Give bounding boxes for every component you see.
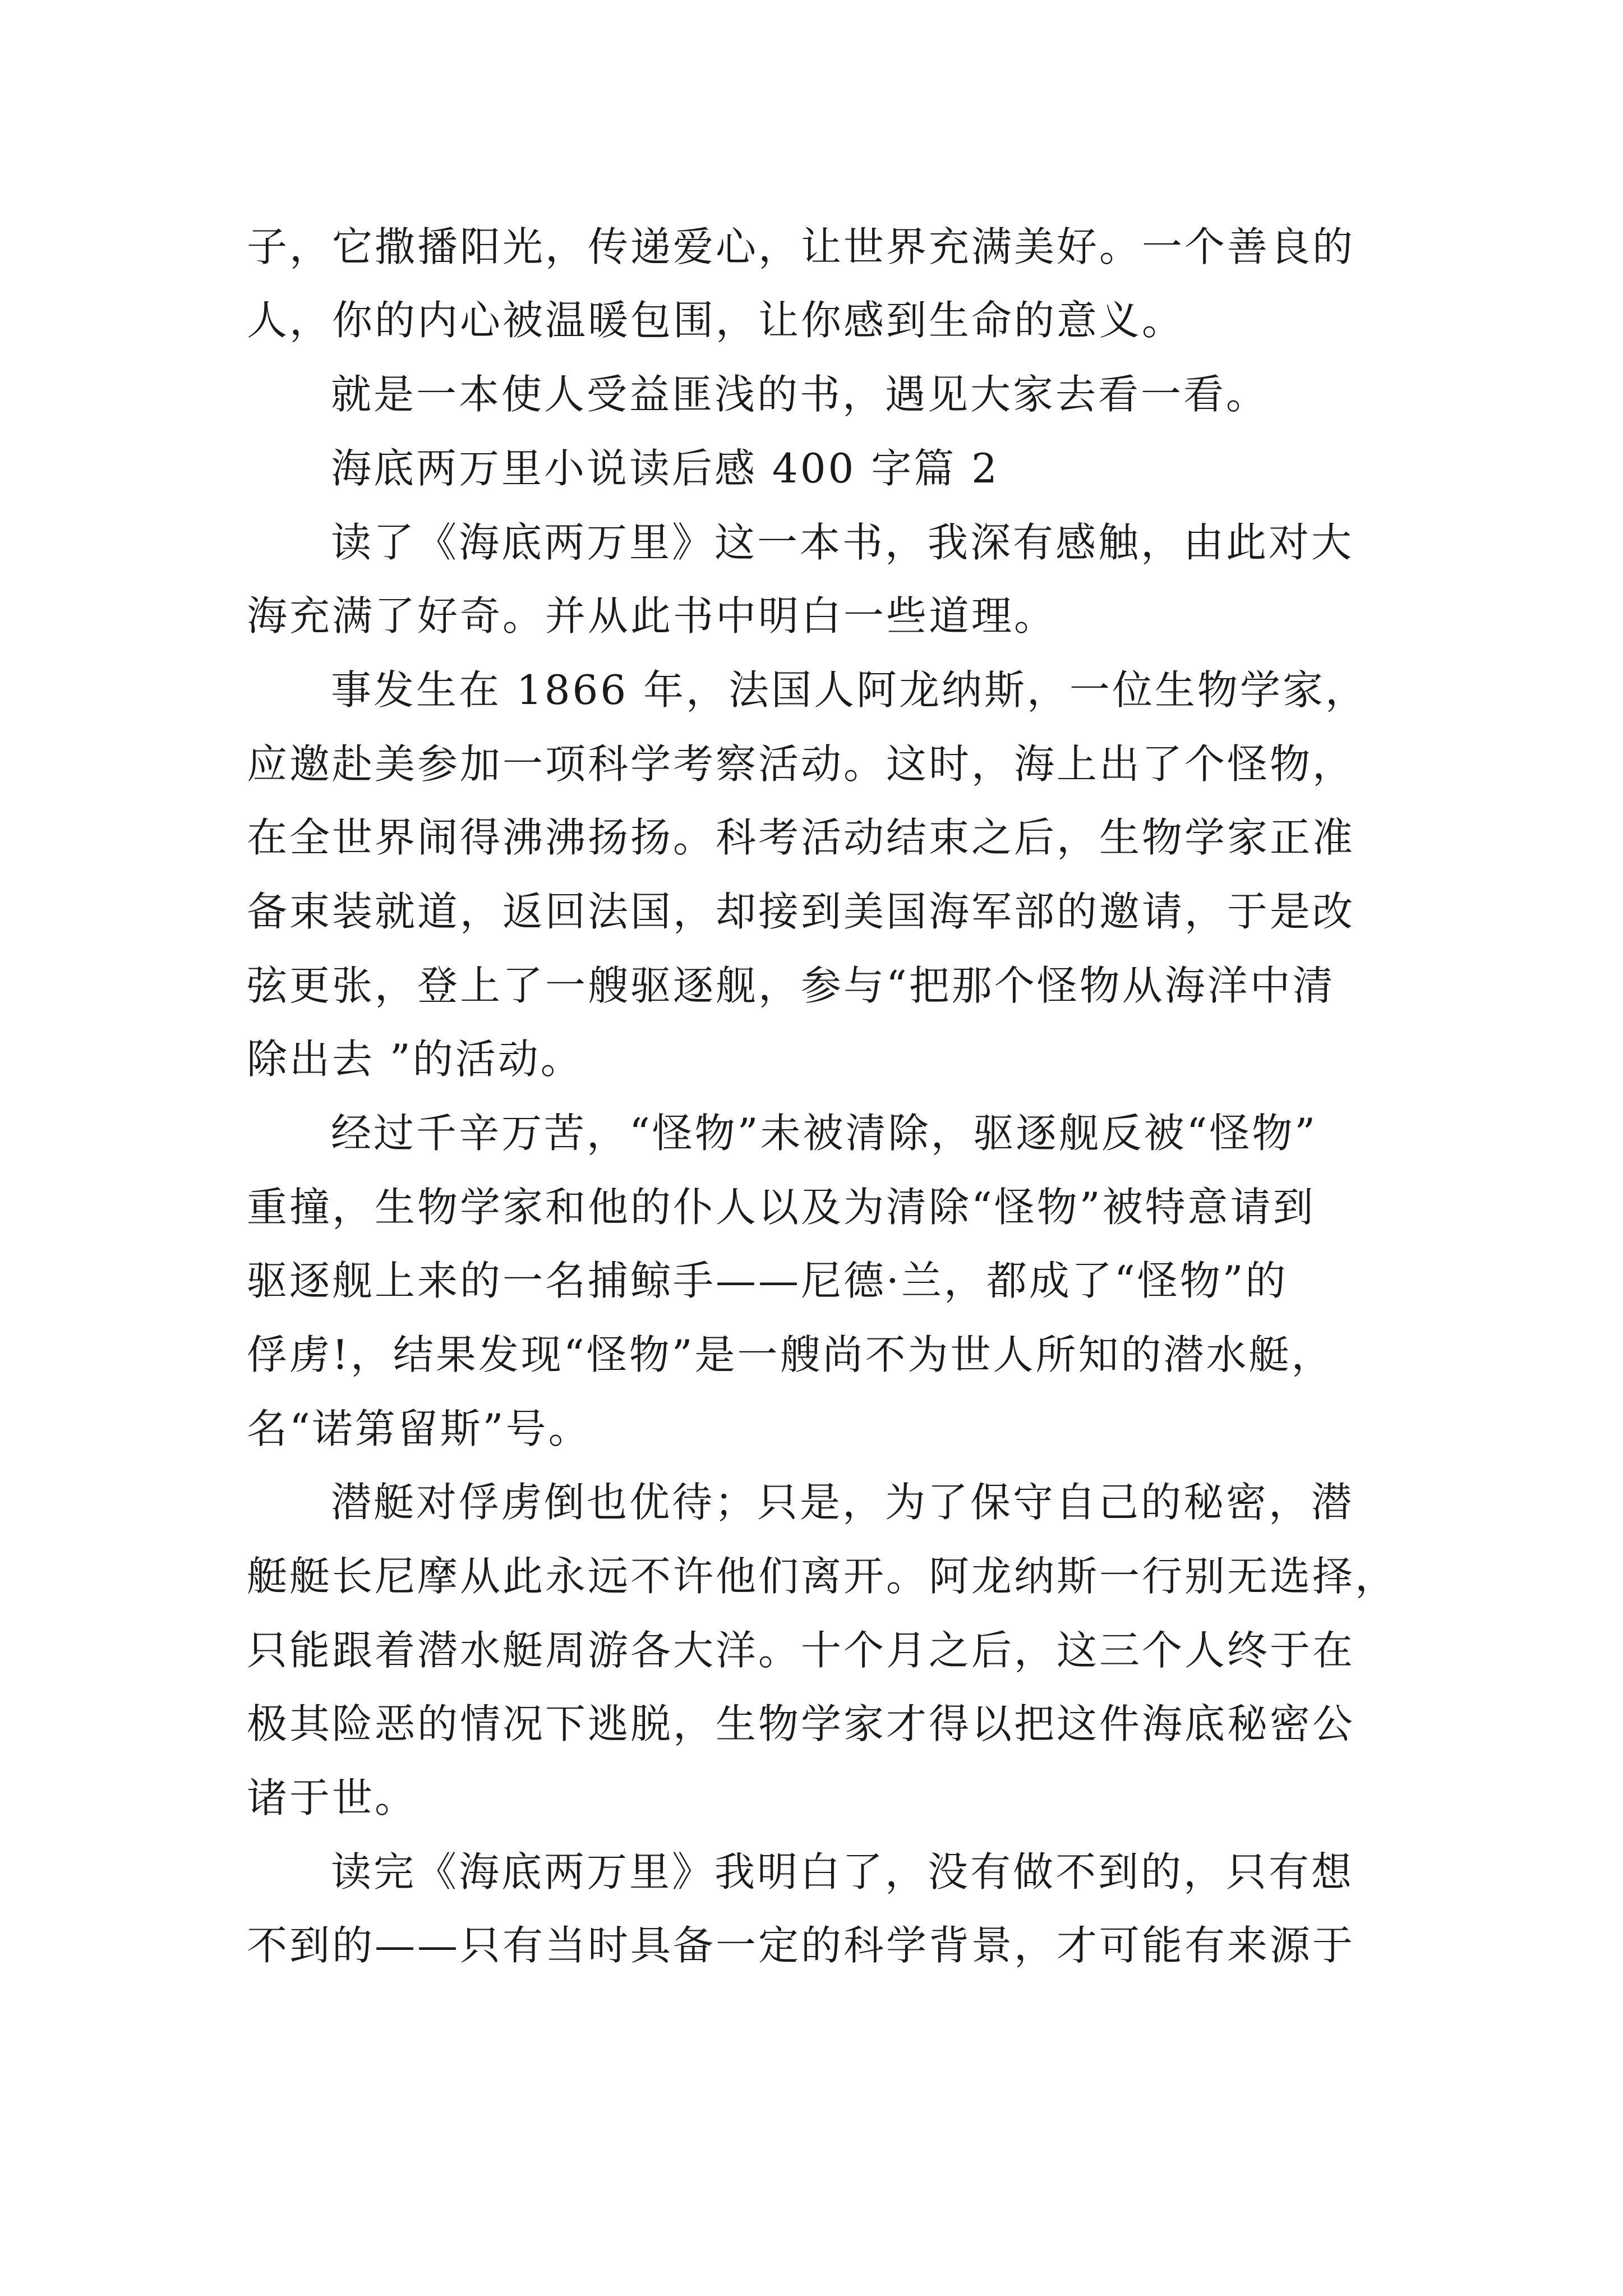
text-line: 事发生在 1866 年，法国人阿龙纳斯，一位生物学家， <box>331 666 1368 714</box>
section-heading: 海底两万里小说读后感 400 字篇 2 <box>331 445 999 492</box>
text-line: 极其险恶的情况下逃脱，生物学家才得以把这件海底秘密公 <box>247 1700 1355 1747</box>
text-line: 不到的——只有当时具备一定的科学背景，才可能有来源于 <box>247 1922 1355 1969</box>
text-line: 在全世界闹得沸沸扬扬。科考活动结束之后，生物学家正准 <box>247 814 1355 861</box>
text-line: 潜艇对俘虏倒也优待；只是，为了保守自己的秘密，潜 <box>331 1479 1354 1526</box>
text-line: 就是一本使人受益匪浅的书，遇见大家去看一看。 <box>331 371 1269 418</box>
text-line: 子，它撒播阳光，传递爱心，让世界充满美好。一个善良的 <box>247 223 1355 270</box>
text-line: 弦更张，登上了一艘驱逐舰，参与“把那个怪物从海洋中清 <box>247 962 1335 1009</box>
text-line: 读完《海底两万里》我明白了，没有做不到的，只有想 <box>331 1848 1354 1895</box>
text-line: 只能跟着潜水艇周游各大洋。十个月之后，这三个人终于在 <box>247 1627 1355 1674</box>
text-line: 诸于世。 <box>247 1774 418 1821</box>
text-line: 海充满了好奇。并从此书中明白一些道理。 <box>247 592 1057 639</box>
text-line: 名“诺第留斯”号。 <box>247 1405 591 1452</box>
text-line: 除出去 ”的活动。 <box>247 1036 583 1083</box>
text-line: 艇艇长尼摩从此永远不许他们离开。阿龙纳斯一行别无选择， <box>247 1553 1398 1600</box>
text-line: 经过千辛万苦，“怪物”未被清除，驱逐舰反被“怪物” <box>331 1110 1318 1157</box>
text-line: 读了《海底两万里》这一本书，我深有感触，由此对大 <box>331 519 1354 566</box>
text-line: 俘虏!，结果发现“怪物”是一艘尚不为世人所知的潜水艇， <box>247 1331 1334 1378</box>
text-line: 驱逐舰上来的一名捕鲸手——尼德·兰，都成了“怪物”的 <box>247 1257 1288 1304</box>
text-line: 人，你的内心被温暖包围，让你感到生命的意义。 <box>247 297 1185 344</box>
text-line: 应邀赴美参加一项科学考察活动。这时，海上出了个怪物， <box>247 740 1355 788</box>
text-line: 备束装就道，返回法国，却接到美国海军部的邀请，于是改 <box>247 888 1355 935</box>
text-line: 重撞，生物学家和他的仆人以及为清除“怪物”被特意请到 <box>247 1184 1316 1231</box>
